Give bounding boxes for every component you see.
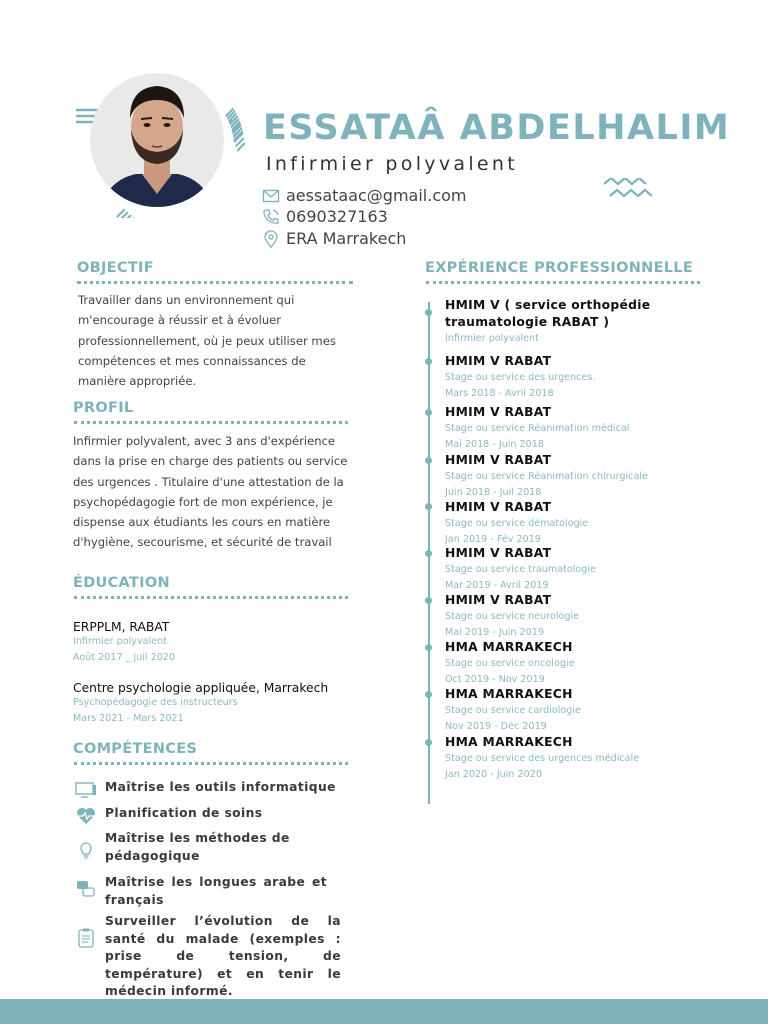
mail-icon xyxy=(262,187,280,205)
competences-title: COMPÉTENCES xyxy=(73,741,198,757)
experience-dates: Mars 2018 - Avril 2018 xyxy=(445,387,554,399)
experience-item xyxy=(445,353,595,402)
experience-employer: HMIM V RABAT xyxy=(445,500,552,514)
education-diploma: Psychopédagogie des instructeurs xyxy=(73,697,238,708)
profile-photo xyxy=(86,70,248,218)
skill-item xyxy=(75,913,345,1001)
profil-title: PROFIL xyxy=(73,400,134,416)
education-dates: Mars 2021 - Mars 2021 xyxy=(73,713,184,724)
experience-dates: Jan 2019 - Fév 2019 xyxy=(445,533,541,545)
objectif-text: Travailler dans un environnement qui m'encourage à réussir et à évoluer professionnellement, où je peux utiliser mes compétences et mes connaissances de manière appropriée. xyxy=(78,293,336,389)
section-divider xyxy=(74,596,348,599)
education-institution: ERPPLM, RABAT xyxy=(73,620,170,634)
job-title: Infirmier polyvalent xyxy=(266,153,518,175)
section-divider xyxy=(426,281,700,284)
education-title: ÉDUCATION xyxy=(73,575,170,591)
timeline-dot xyxy=(425,457,432,464)
heart-pulse-icon xyxy=(75,805,97,827)
experience-item xyxy=(445,499,588,548)
profil-text: Infirmier polyvalent, avec 3 ans d'expérience dans la prise en charge des patients ou service des urgences . Titulaire d'une attestation de la psychopédagogie fort de mon expérience, je dispense aux étudiants les cours en matière d'hygiène, secourisme, et sécurité de travail xyxy=(73,434,348,550)
education-institution: Centre psychologie appliquée, Marrakech xyxy=(73,681,329,695)
clipboard-icon xyxy=(75,927,97,949)
timeline-dot xyxy=(425,644,432,651)
phone-text: 0690327163 xyxy=(286,207,388,226)
experience-detail: Infirmier polyvalent xyxy=(445,333,539,344)
timeline-dot xyxy=(425,409,432,416)
timeline-dot xyxy=(425,691,432,698)
experience-employer: HMIM V RABAT xyxy=(445,593,552,607)
skill-item xyxy=(75,779,345,801)
experience-item xyxy=(445,686,581,735)
phone-icon xyxy=(262,208,280,226)
education-item xyxy=(73,620,175,666)
experience-detail: Stage ou service traumatologie xyxy=(445,564,596,575)
skill-item xyxy=(75,830,345,865)
location-text: ERA Marrakech xyxy=(286,229,407,248)
experience-detail: Stage ou service oncologie xyxy=(445,658,575,669)
education-dates: Août 2017 _ juil 2020 xyxy=(73,652,176,663)
skill-label: Maîtrise les longues arabe et français xyxy=(105,875,327,907)
email-text: aessataac@gmail.com xyxy=(286,186,467,205)
contact-phone[interactable] xyxy=(262,207,388,226)
experience-dates: Mai 2019 - Juin 2019 xyxy=(445,626,544,638)
lightbulb-icon xyxy=(75,839,97,861)
section-divider xyxy=(77,281,353,284)
experience-employer: HMIM V ( service orthopédie traumatologie RABAT ) xyxy=(445,298,651,329)
skill-item xyxy=(75,874,345,909)
experience-detail: Stage ou service Réanimation médical xyxy=(445,423,630,434)
experience-item xyxy=(445,734,639,783)
experience-item xyxy=(445,452,648,501)
experience-item xyxy=(445,639,574,688)
experience-dates: Juin 2018 - Juil 2018 xyxy=(445,486,542,498)
experience-item xyxy=(445,297,700,347)
language-icon xyxy=(75,878,97,900)
experience-item xyxy=(445,592,579,641)
experience-employer: HMIM V RABAT xyxy=(445,453,552,467)
experience-detail: Stage ou service des urgences. xyxy=(445,372,596,383)
experience-detail: Stage ou service Réanimation chirurgicale xyxy=(445,471,648,482)
experience-dates: Mar 2019 - Avril 2019 xyxy=(445,579,549,591)
timeline-dot xyxy=(425,309,432,316)
section-divider xyxy=(74,421,348,424)
experience-detail: Stage ou service dématologie xyxy=(445,518,589,529)
experience-employer: HMIM V RABAT xyxy=(445,546,552,560)
experience-employer: HMA MARRAKECH xyxy=(445,640,573,654)
skill-item xyxy=(75,805,345,827)
experience-item xyxy=(445,545,596,594)
experience-employer: HMIM V RABAT xyxy=(445,405,552,419)
experience-employer: HMA MARRAKECH xyxy=(445,687,573,701)
candidate-name: ESSATAÂ ABDELHALIM xyxy=(263,108,731,148)
timeline-dot xyxy=(425,739,432,746)
experience-dates: Nov 2019 - Déc 2019 xyxy=(445,720,547,732)
experience-item xyxy=(445,404,629,453)
zigzag-decoration xyxy=(604,178,652,204)
experience-detail: Stage ou service neurologie xyxy=(445,611,580,622)
experience-dates: Oct 2019 - Nov 2019 xyxy=(445,673,545,685)
experience-detail: Stage ou service cardiologie xyxy=(445,705,581,716)
footer-band xyxy=(0,999,768,1024)
timeline-dot xyxy=(425,358,432,365)
experience-detail: Stage ou service des urgences médicale xyxy=(445,753,640,764)
timeline-dot xyxy=(425,550,432,557)
section-divider xyxy=(74,762,348,765)
skill-label: Planification de soins xyxy=(105,806,263,820)
skill-label: Maîtrise les méthodes de pédagogique xyxy=(105,831,290,863)
education-item xyxy=(73,681,328,727)
skill-label: Maîtrise les outils informatique xyxy=(105,780,336,794)
experience-title: EXPÉRIENCE PROFESSIONNELLE xyxy=(425,260,694,276)
timeline-dot xyxy=(425,597,432,604)
location-pin-icon xyxy=(262,230,280,248)
timeline-dot xyxy=(425,503,432,510)
experience-dates: Mai 2018 - Juin 2018 xyxy=(445,438,544,450)
contact-email[interactable] xyxy=(262,186,467,205)
skill-label: Surveiller l’évolution de la santé du malade (exemples : prise de tension, de température) et en tenir le médecin informé. xyxy=(105,914,341,998)
objectif-title: OBJECTIF xyxy=(77,260,154,276)
computer-icon xyxy=(75,779,97,801)
experience-dates: Jan 2020 - Juin 2020 xyxy=(445,768,542,780)
education-diploma: Infirmier polyvalent xyxy=(73,636,167,647)
contact-location xyxy=(262,229,406,248)
experience-employer: HMA MARRAKECH xyxy=(445,735,573,749)
experience-employer: HMIM V RABAT xyxy=(445,354,552,368)
